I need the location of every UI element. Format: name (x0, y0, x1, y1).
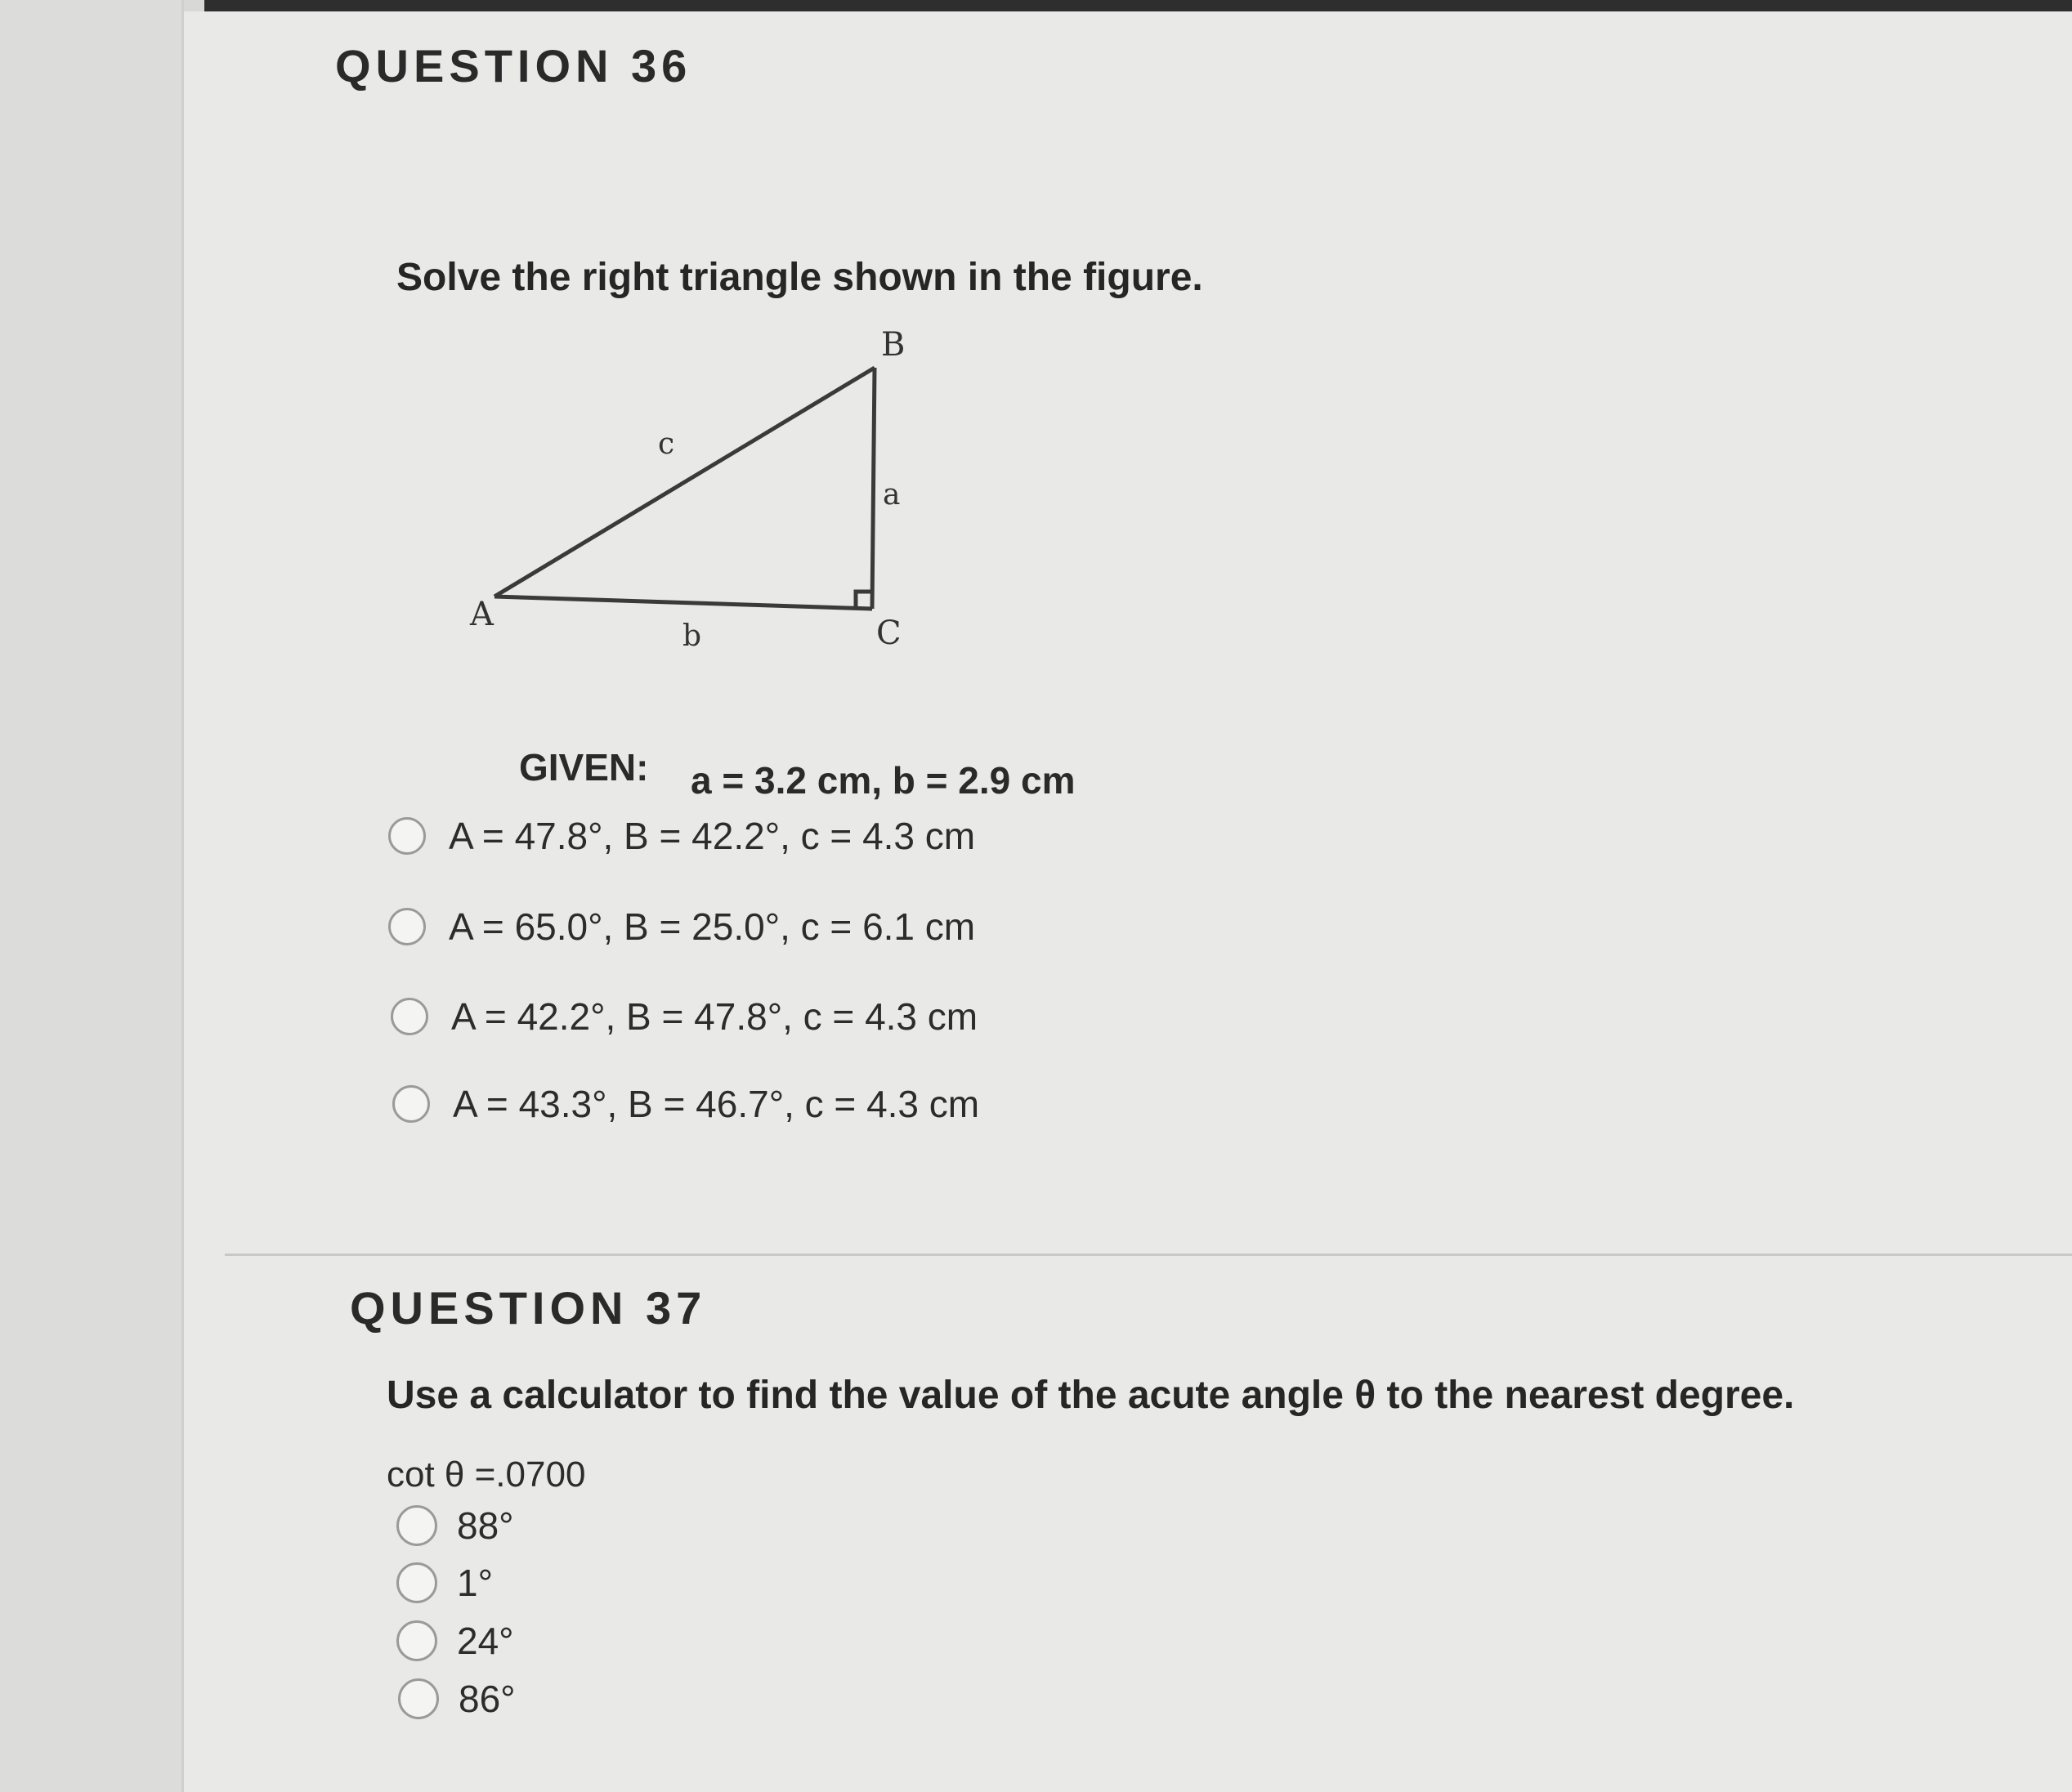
q37-option-1[interactable] (396, 1504, 514, 1548)
right-triangle-figure (458, 323, 948, 666)
question-36-prompt: Solve the right triangle shown in the figure. (396, 256, 1203, 299)
side-c-label: c (658, 427, 675, 461)
question-separator (225, 1254, 2072, 1256)
q36-option-2[interactable] (388, 905, 975, 949)
q37-option-4-label: 86° (459, 1678, 516, 1720)
side-a-line (872, 368, 875, 609)
q37-option-1-label: 88° (457, 1504, 514, 1547)
q36-option-1-label: A = 47.8°, B = 42.2°, c = 4.3 cm (449, 815, 976, 857)
side-c-line (495, 368, 875, 597)
q37-option-2-label: 1° (457, 1562, 493, 1604)
q36-option-4-radio[interactable] (392, 1085, 430, 1123)
q36-option-3[interactable] (391, 994, 978, 1039)
question-37-prompt: Use a calculator to find the value of the acute angle θ to the nearest degree. (387, 1374, 1795, 1417)
top-strip (204, 0, 2072, 11)
triangle (495, 368, 875, 609)
side-a-label: a (883, 478, 901, 512)
vertex-a-label: A (470, 596, 494, 633)
given-values: a = 3.2 cm, b = 2.9 cm (691, 759, 1076, 802)
q37-option-2-radio[interactable] (396, 1562, 437, 1603)
right-angle-mark (856, 592, 872, 608)
question-37-header: QUESTION 37 (350, 1282, 707, 1334)
q36-option-4-label: A = 43.3°, B = 46.7°, c = 4.3 cm (453, 1083, 980, 1125)
q36-option-2-label: A = 65.0°, B = 25.0°, c = 6.1 cm (449, 905, 976, 948)
q36-option-1-radio[interactable] (388, 817, 426, 855)
q36-option-4[interactable] (392, 1082, 979, 1126)
q37-option-1-radio[interactable] (396, 1505, 437, 1546)
q36-option-3-radio[interactable] (391, 998, 428, 1035)
q36-option-2-radio[interactable] (388, 908, 426, 945)
q37-option-4[interactable] (398, 1677, 516, 1721)
q37-option-3[interactable] (396, 1619, 514, 1663)
q37-option-4-radio[interactable] (398, 1678, 439, 1719)
vertex-b-label: B (881, 326, 906, 364)
q36-option-3-label: A = 42.2°, B = 47.8°, c = 4.3 cm (451, 995, 978, 1038)
q37-option-3-label: 24° (457, 1620, 514, 1662)
given-label: GIVEN: (519, 746, 649, 789)
q37-option-3-radio[interactable] (396, 1620, 437, 1661)
cot-equation: cot θ =.0700 (387, 1455, 586, 1495)
question-36-header: QUESTION 36 (335, 40, 692, 92)
side-b-label: b (682, 619, 702, 653)
q36-option-1[interactable] (388, 814, 975, 858)
vertex-c-label: C (876, 614, 902, 652)
left-gutter (0, 0, 184, 1792)
q37-option-2[interactable] (396, 1561, 493, 1605)
side-b-line (495, 597, 872, 609)
